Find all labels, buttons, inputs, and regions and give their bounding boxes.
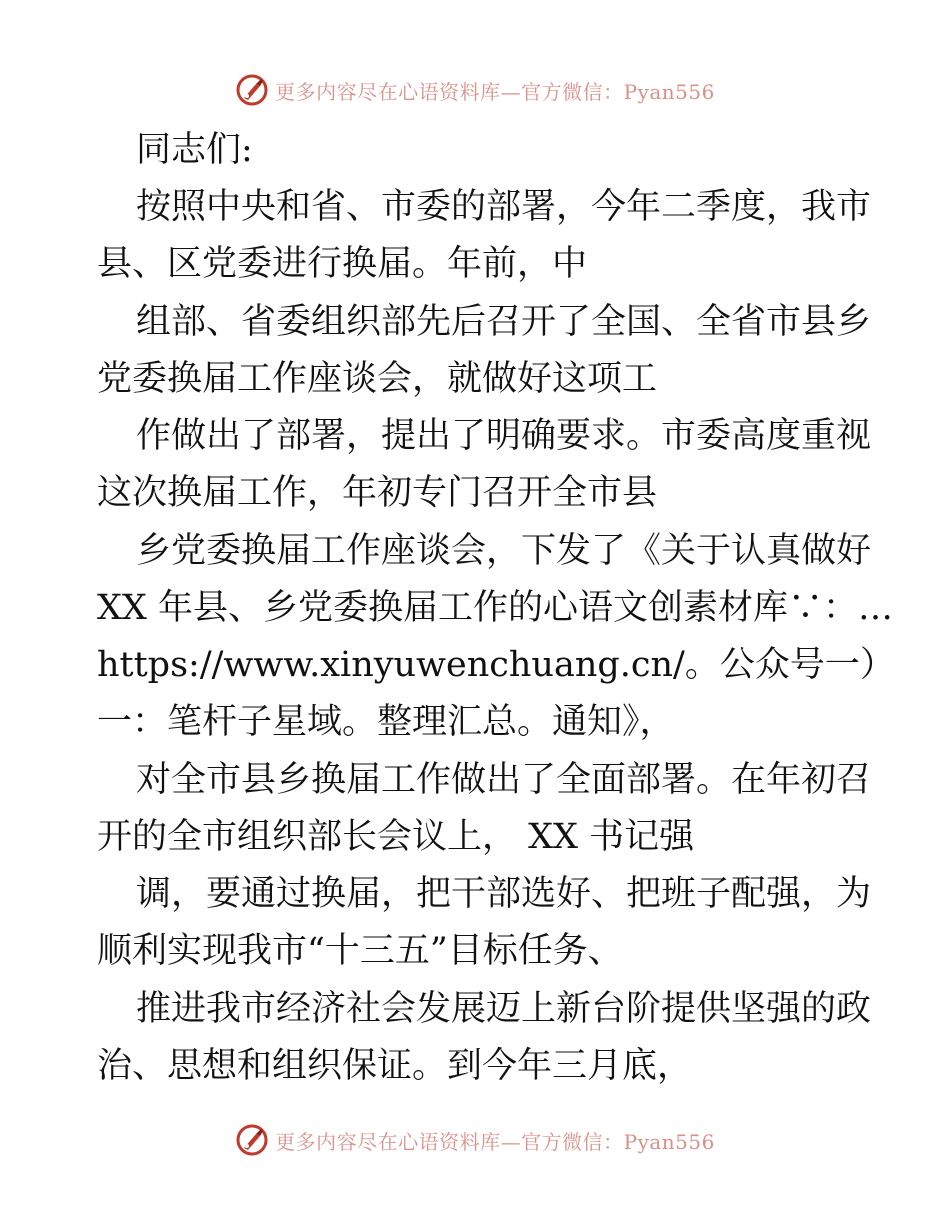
text-line: 治、思想和组织保证。到今年三月底，	[97, 1046, 693, 1086]
text-line: 同志们:	[136, 130, 253, 170]
text-line: 按照中央和省、市委的部署，今年二季度，我市	[136, 187, 872, 227]
text-line: XX 年县、乡党委换届工作的心语文创素材库∵：…	[97, 588, 893, 628]
pen-logo-icon	[235, 73, 269, 107]
text-line: 县、区党委进行换届。年前，中	[97, 244, 588, 284]
text-line: 顺利实现我市“十三五”目标任务、	[97, 931, 623, 971]
text-line: 对全市县乡换届工作做出了全面部署。在年初召	[136, 760, 872, 800]
footer-watermark	[0, 1122, 950, 1158]
text-line: 开的全市组织部长会议上， XX 书记强	[97, 817, 695, 857]
text-line: 推进我市经济社会发展迈上新台阶提供坚强的政	[136, 989, 872, 1029]
text-line: 一：笔杆子星域。整理汇总。通知》，	[97, 702, 675, 742]
text-line: 组部、省委组织部先后召开了全国、全省市县乡	[136, 302, 872, 342]
header-watermark	[0, 72, 950, 108]
watermark-text: 更多内容尽在心语资料库—官方微信：Pyan556	[275, 1129, 715, 1154]
text-line: 乡党委换届工作座谈会，下发了《关于认真做好	[136, 531, 872, 571]
watermark-text: 更多内容尽在心语资料库—官方微信：Pyan556	[275, 79, 715, 104]
text-line: 调，要通过换届，把干部选好、把班子配强，为	[136, 874, 872, 914]
text-line: https://www.xinyuwenchuang.cn/。公众号一）	[97, 645, 895, 685]
text-line: 党委换届工作座谈会，就做好这项工	[97, 359, 658, 399]
pen-logo-icon	[235, 1123, 269, 1157]
text-line: 这次换届工作，年初专门召开全市县	[97, 473, 658, 513]
text-line: 作做出了部署，提出了明确要求。市委高度重视	[136, 416, 872, 456]
